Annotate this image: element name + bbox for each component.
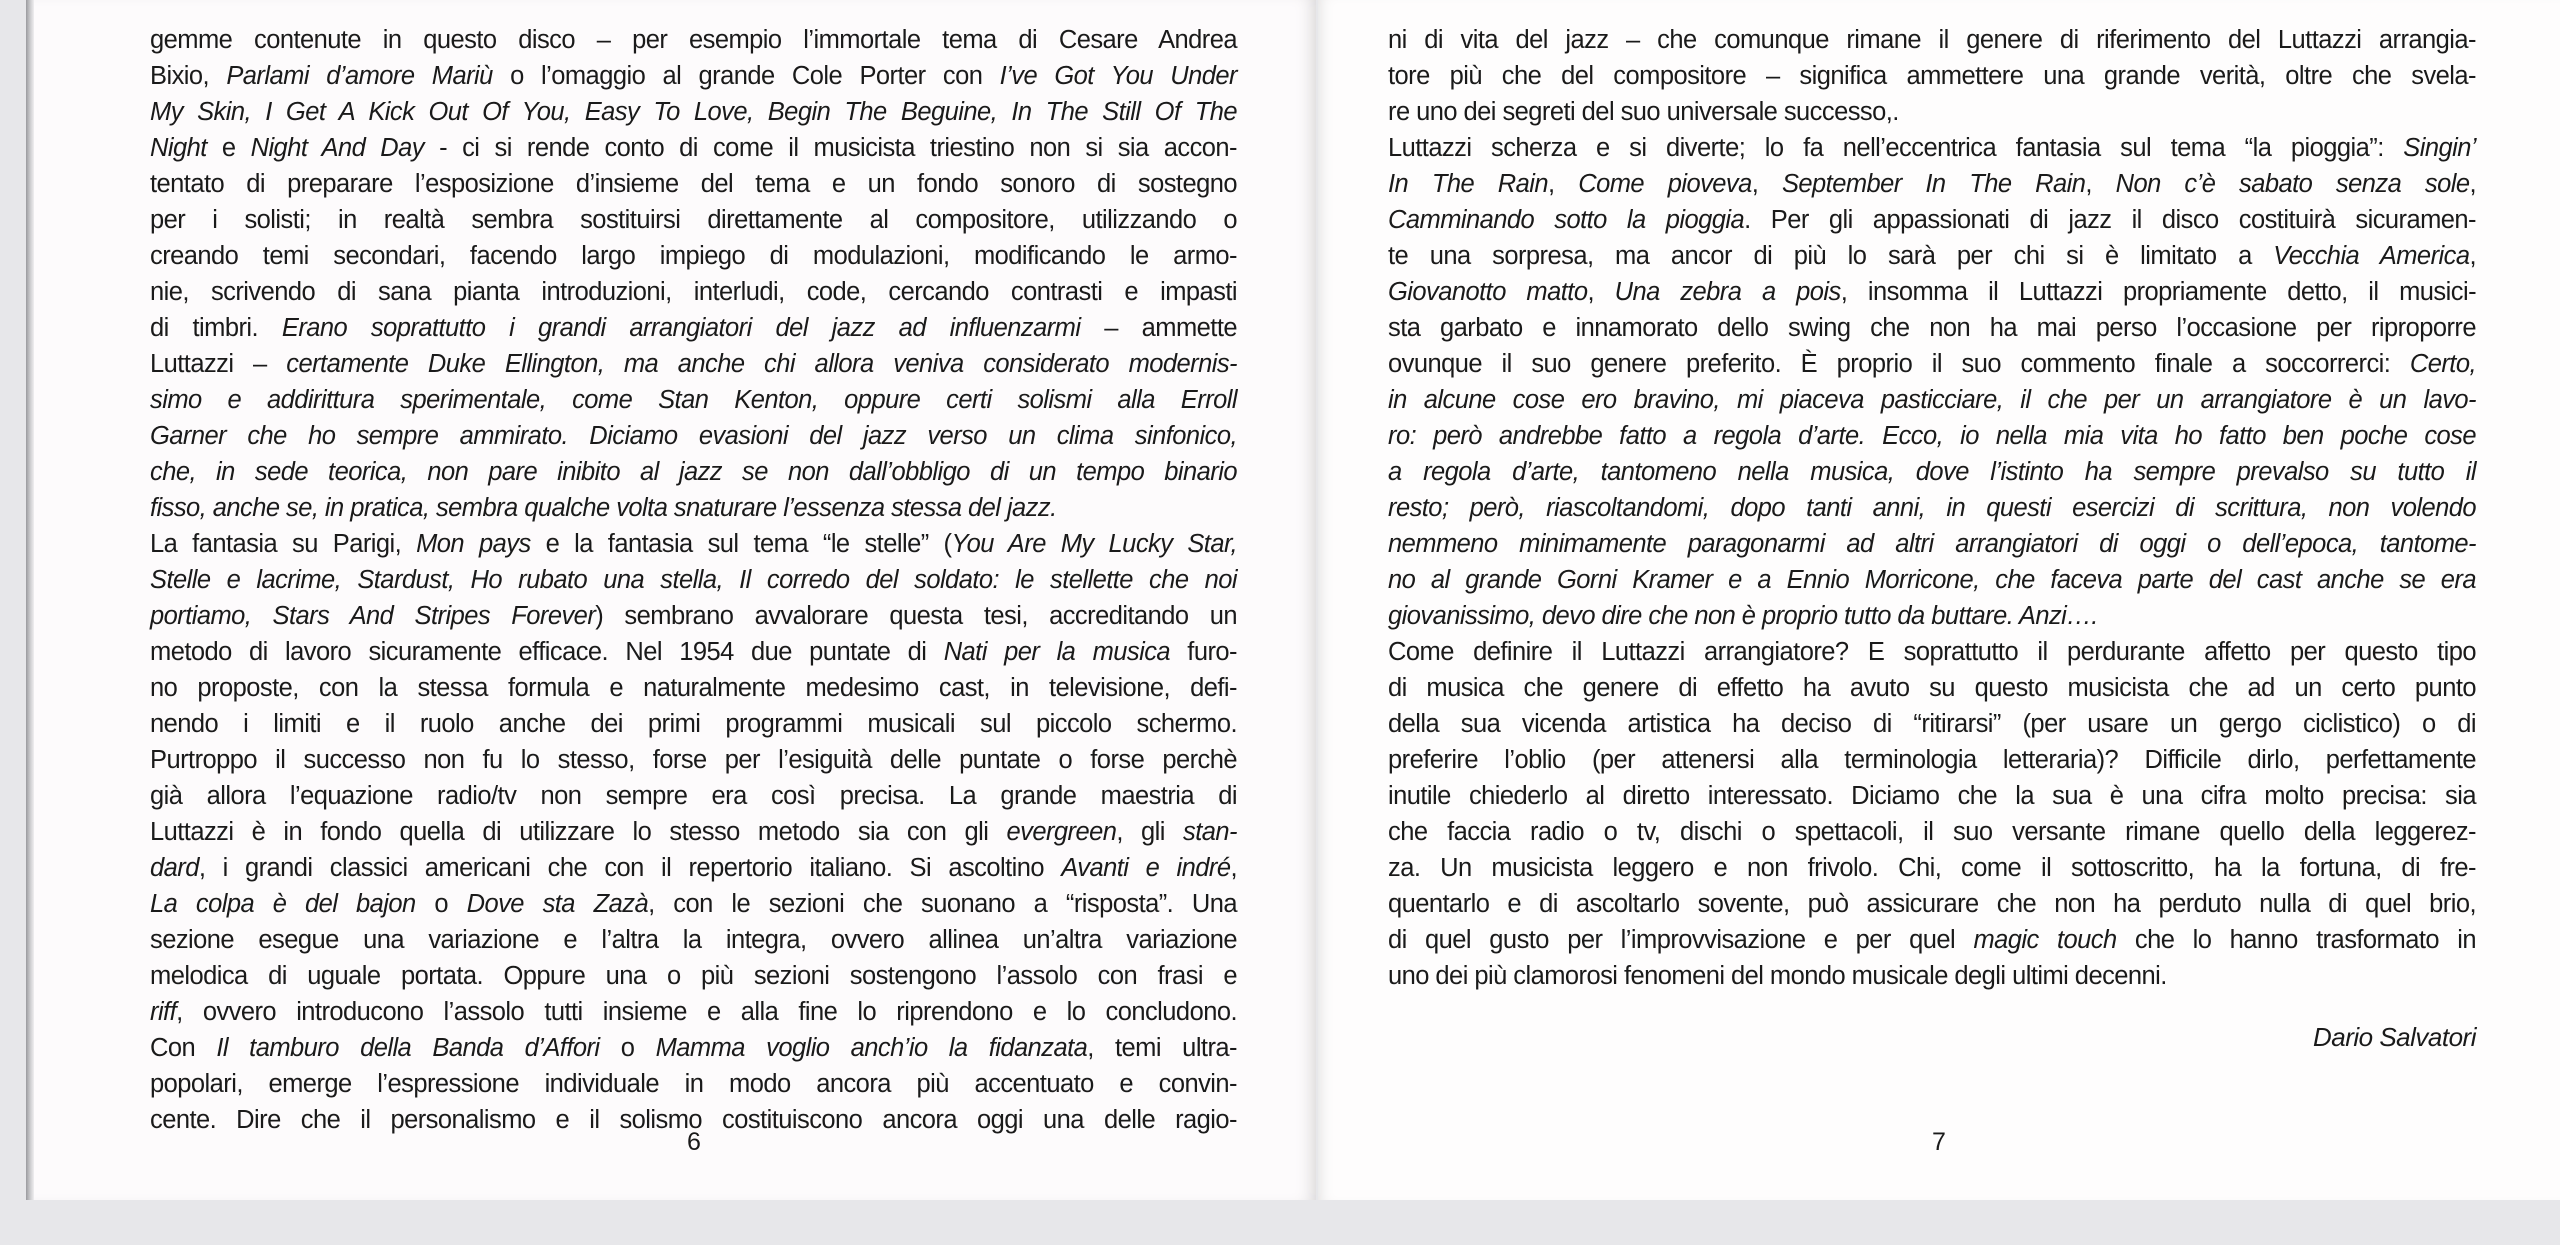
text-line [1388,22,2476,58]
text-segment: Purtroppo il successo non fu lo stesso, forse per l’esiguità delle puntate o forse perchè [150,746,1237,774]
text-segment: creando temi secondari, facendo largo impiego di modulazioni, modificando le armo- [150,242,1237,270]
text-segment: gemme contenute in questo disco – per esempio l’immortale tema di Cesare Andrea [150,26,1237,54]
text-segment: , [1587,278,1615,306]
italic-title-text: Nati per la musica [943,638,1171,666]
italic-title-text: Certo, [2409,350,2476,378]
text-line [150,418,1237,454]
text-segment: , [2085,170,2116,198]
text-segment: , [1751,170,1782,198]
text-segment: , [1548,170,1579,198]
italic-title-text: ro: però andrebbe fatto a regola d’arte. Ecco, io nella mia vita ho fatto ben poche cose [1388,422,2476,450]
text-line [150,58,1237,94]
italic-title-text: Come pioveva [1578,170,1752,198]
text-line [150,706,1237,742]
text-line [1388,166,2476,202]
text-segment: già allora l’equazione radio/tv non sempre era così precisa. La grande maestria di [150,782,1237,810]
text-segment: di musica che genere di effetto ha avuto su questo musicista che ad un certo punto [1388,674,2476,702]
text-line [150,94,1237,130]
italic-title-text: Night And Day [250,134,424,162]
text-line [1388,274,2476,310]
italic-title-text: Camminando sotto la pioggia [1388,206,1745,234]
text-segment: o [415,890,467,918]
text-segment: , ovvero introducono l’assolo tutti insieme e alla fine lo riprendono e lo concludono. [176,998,1237,1026]
text-segment: - ci si rende conto di come il musicista triestino non si sia accon- [424,134,1237,162]
text-line [150,814,1237,850]
text-segment: ) sembrano avvalorare questa tesi, accreditando un [595,602,1237,630]
text-line [150,490,1237,526]
text-segment: tentato di preparare l’esposizione d’insieme del tema e un fondo sonoro di sostegno [150,170,1237,198]
body-text-right [1388,22,2476,994]
italic-title-text: Vecchia America [2273,242,2470,270]
text-line [1388,922,2476,958]
italic-title-text: resto; però, riascoltandomi, dopo tanti anni, in questi esercizi di scrittura, non volendo [1388,494,2476,522]
text-line [1388,526,2476,562]
text-segment: popolari, emerge l’espressione individuale in modo ancora più accentuato e convin- [150,1070,1237,1098]
text-line [1388,58,2476,94]
booklet-left-edge [26,0,34,1200]
text-segment: e la fantasia sul tema “le stelle” ( [530,530,952,558]
text-line [1388,778,2476,814]
text-line [1388,670,2476,706]
italic-title-text: Dove sta Zazà [466,890,649,918]
text-segment: sezione esegue una variazione e l’altra la integra, ovvero allinea un’altra variazione [150,926,1237,954]
text-line [1388,814,2476,850]
italic-title-text: dard [150,854,199,882]
text-line [150,922,1237,958]
italic-title-text: I’ve Got You Under [999,62,1237,90]
text-segment: furo- [1170,638,1237,666]
italic-title-text: Night [150,134,207,162]
text-segment: , insomma il Luttazzi propriamente detto, il musici- [1840,278,2477,306]
text-line [150,346,1237,382]
page-number-left: 6 [687,1128,701,1156]
text-line [1388,130,2476,166]
text-line [150,382,1237,418]
italic-title-text: Erano soprattutto i grandi arrangiatori del jazz ad influenzarmi [281,314,1081,342]
text-line [1388,418,2476,454]
italic-title-text: nemmeno minimamente paragonarmi ad altri arrangiatori di oggi o dell’epoca, tantome- [1388,530,2476,558]
text-segment: quentarlo e di ascoltarlo sovente, può assicurare che non ha perduto nulla di quel brio, [1388,890,2476,918]
italic-title-text: riff [150,998,177,1026]
italic-title-text: September In The Rain [1781,170,2086,198]
italic-title-text: Giovanotto matto [1388,278,1588,306]
text-line [1388,706,2476,742]
text-line [150,958,1237,994]
italic-title-text: portiamo, Stars And Stripes Forever [150,602,596,630]
text-segment: o l’omaggio al grande Cole Porter con [492,62,1000,90]
italic-title-text: Una zebra a pois [1614,278,1841,306]
italic-title-text: You Are My Lucky Star, [951,530,1238,558]
italic-title-text: Mamma voglio anch’io la fidanzata [655,1034,1088,1062]
text-line [1388,382,2476,418]
text-segment: za. Un musicista leggero e non frivolo. Chi, come il sottoscritto, ha la fortuna, di fre- [1388,854,2476,882]
text-line [150,1030,1237,1066]
text-line [150,22,1237,58]
text-segment: , i grandi classici americani che con il repertorio italiano. Si ascoltino [198,854,1062,882]
text-line [150,130,1237,166]
text-line [150,634,1237,670]
text-line [150,166,1237,202]
text-segment: tore più che del compositore – significa ammettere una grande verità, oltre che svela- [1388,62,2476,90]
italic-title-text: Parlami d’amore Mariù [226,62,493,90]
page-right [1318,0,2560,1200]
text-segment: ni di vita del jazz – che comunque rimane il genere di riferimento del Luttazzi arrangia- [1388,26,2476,54]
italic-title-text: Il tamburo della Banda d’Affori [216,1034,600,1062]
text-line [1388,310,2476,346]
italic-title-text: Avanti e indré [1061,854,1231,882]
text-line [150,526,1237,562]
text-segment: Luttazzi – [150,350,287,378]
italic-title-text: certamente Duke Ellington, ma anche chi allora veniva considerato modernis- [286,350,1237,378]
text-line [150,850,1237,886]
text-line [1388,346,2476,382]
text-segment: nie, scrivendo di sana pianta introduzioni, interludi, code, cercando contrasti e impasti [150,278,1237,306]
italic-title-text: in alcune cose ero bravino, mi piaceva pasticciare, il che per un arrangiatore è un lavo- [1388,386,2476,414]
text-line [150,598,1237,634]
italic-title-text: Garner che ho sempre ammirato. Diciamo evasioni del jazz verso un clima sinfonico, [150,422,1237,450]
body-text-left [150,22,1237,1138]
italic-title-text: evergreen [1006,818,1117,846]
text-line [150,454,1237,490]
text-line [150,742,1237,778]
text-segment: – ammette [1080,314,1237,342]
italic-title-text: In The Rain [1388,170,1549,198]
text-segment: , [2469,170,2477,198]
text-segment: La fantasia su Parigi, [150,530,417,558]
text-segment: , gli [1116,818,1184,846]
italic-title-text: La colpa è del bajon [150,890,416,918]
text-segment: che faccia radio o tv, dischi o spettacoli, il suo versante rimane quello della leggerez- [1388,818,2476,846]
italic-title-text: Non c’è sabato senza sole [2115,170,2470,198]
italic-title-text: stan- [1183,818,1237,846]
text-segment: uno dei più clamorosi fenomeni del mondo musicale degli ultimi decenni. [1388,962,2167,990]
text-segment: Luttazzi scherza e si diverte; lo fa nell’eccentrica fantasia sul tema “la pioggia”: [1388,134,2404,162]
text-line [1388,958,2476,994]
page-left [34,0,1316,1200]
text-segment: Luttazzi è in fondo quella di utilizzare lo stesso metodo sia con gli [150,818,1007,846]
italic-title-text: che, in sede teorica, non pare inibito al jazz se non dall’obbligo di un tempo binario [150,458,1237,486]
text-line [1388,634,2476,670]
text-segment: e [206,134,251,162]
text-line [150,778,1237,814]
text-line [150,994,1237,1030]
text-line [150,274,1237,310]
text-segment: di quel gusto per l’improvvisazione e per quel [1388,926,1974,954]
text-line [1388,94,2476,130]
italic-title-text: magic touch [1973,926,2117,954]
text-line [1388,886,2476,922]
text-segment: te una sorpresa, ma ancor di più lo sarà per chi si è limitato a [1388,242,2274,270]
text-segment: nendo i limiti e il ruolo anche dei primi programmi musicali sul piccolo schermo. [150,710,1237,738]
text-line [150,1066,1237,1102]
text-segment: re uno dei segreti del suo universale successo,. [1388,98,1899,126]
text-segment: Bixio, [150,62,227,90]
author-signature: Dario Salvatori [2312,1022,2476,1052]
text-line [1388,490,2476,526]
text-segment: o [599,1034,656,1062]
text-line [1388,202,2476,238]
text-segment: che lo hanno trasformato in [2116,926,2477,954]
text-line [150,238,1237,274]
text-line [1388,742,2476,778]
text-segment: , temi ultra- [1087,1034,1237,1062]
page-number-right: 7 [1932,1128,1946,1156]
text-segment: cente. Dire che il personalismo e il solismo costituiscono ancora oggi una delle ragio- [150,1106,1237,1134]
text-segment: . Per gli appassionati di jazz il disco costituirà sicuramen- [1744,206,2477,234]
text-segment: ovunque il suo genere preferito. È proprio il suo commento finale a soccorrerci: [1388,350,2410,378]
text-segment: metodo di lavoro sicuramente efficace. Nel 1954 due puntate di [150,638,944,666]
italic-title-text: Mon pays [416,530,531,558]
italic-title-text: simo e addirittura sperimentale, come Stan Kenton, oppure certi solismi alla Erroll [150,386,1237,414]
text-segment: sta garbato e innamorato dello swing che non ha mai perso l’occasione per riproporre [1388,314,2476,342]
text-line [150,310,1237,346]
text-line [1388,562,2476,598]
text-segment: preferire l’oblio (per attenersi alla terminologia letteraria)? Difficile dirlo, perfettamente [1388,746,2476,774]
italic-title-text: My Skin, I Get A Kick Out Of You, Easy To Love, Begin The Beguine, In The Still Of The [150,98,1237,126]
text-line [1388,598,2476,634]
italic-title-text: a regola d’arte, tantomeno nella musica, dove l’istinto ha sempre prevalso su tutto il [1388,458,2476,486]
text-line [150,562,1237,598]
text-segment: melodica di uguale portata. Oppure una o più sezioni sostengono l’assolo con frasi e [150,962,1237,990]
text-segment: Con [150,1034,217,1062]
text-segment: inutile chiederlo al diretto interessato. Diciamo che la sua è una cifra molto precisa: sia [1388,782,2476,810]
text-segment: della sua vicenda artistica ha deciso di “ritirarsi” (per usare un gergo ciclistico) o di [1388,710,2476,738]
text-line [1388,238,2476,274]
text-line [1388,850,2476,886]
italic-title-text: Singin’ [2403,134,2476,162]
text-segment: per i solisti; in realtà sembra sostituirsi direttamente al compositore, utilizzando o [150,206,1237,234]
italic-title-text: Stelle e lacrime, Stardust, Ho rubato una stella, Il corredo del soldato: le stellette che noi [150,566,1237,594]
text-segment: , [2469,242,2477,270]
text-line [1388,454,2476,490]
text-segment: , con le sezioni che suonano a “risposta”. Una [648,890,1237,918]
italic-title-text: giovanissimo, devo dire che non è proprio tutto da buttare. Anzi…. [1388,602,2098,630]
italic-title-text: fisso, anche se, in pratica, sembra qualche volta snaturare l’essenza stessa del jazz. [150,494,1057,522]
text-segment: Come definire il Luttazzi arrangiatore? E soprattutto il perdurante affetto per questo tipo [1388,638,2476,666]
text-segment: di timbri. [150,314,282,342]
text-line [150,202,1237,238]
text-segment: , [1230,854,1237,882]
text-line [150,886,1237,922]
text-segment: no proposte, con la stessa formula e naturalmente medesimo cast, in televisione, defi- [150,674,1237,702]
text-line [150,670,1237,706]
italic-title-text: no al grande Gorni Kramer e a Ennio Morricone, che faceva parte del cast anche se era [1388,566,2476,594]
